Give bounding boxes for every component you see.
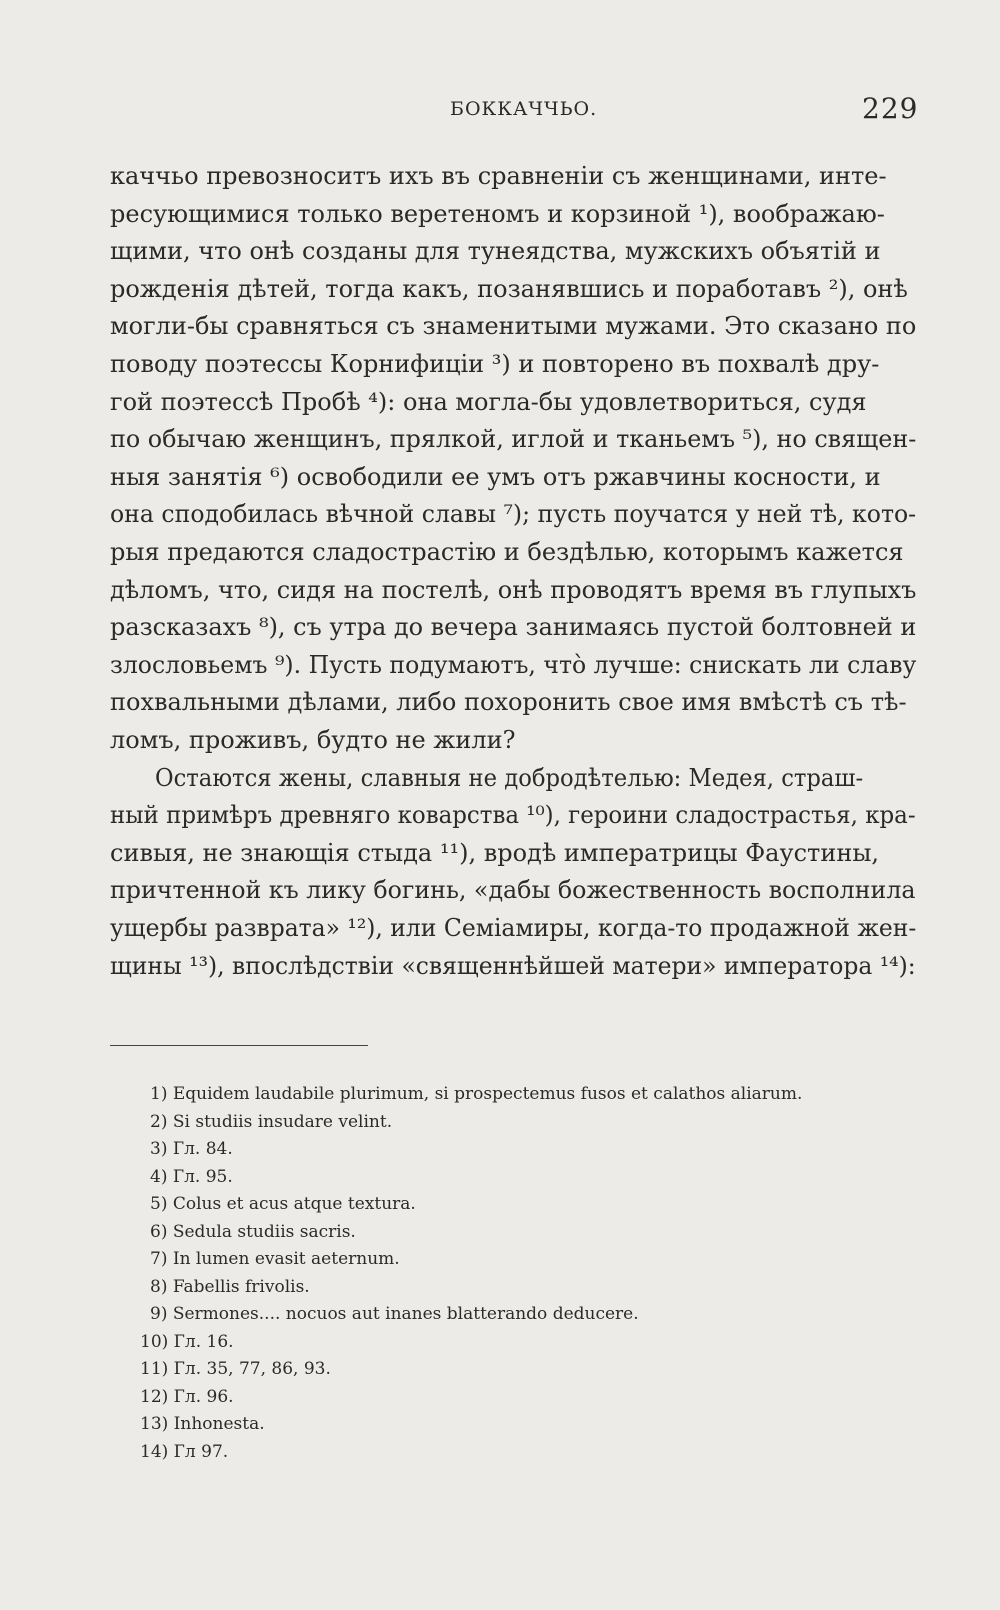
body-line: могли-бы сравняться съ знаменитыми мужами. Это сказано по [110, 312, 917, 341]
running-header: БОККАЧЧЬО. [450, 98, 598, 120]
footnote: 10) Гл. 16. [140, 1331, 234, 1352]
footnote: 1) Equidem laudabile plurimum, si prospectemus fusos et calathos aliarum. [150, 1084, 803, 1104]
footnote-separator [110, 1045, 368, 1046]
page-number: 229 [862, 92, 919, 125]
footnote: 2) Si studiis insudare velint. [150, 1111, 393, 1132]
footnote: 13) Inhonesta. [140, 1414, 265, 1434]
body-line: Остаются жены, славныя не добродѣтелью: Медея, страш- [155, 763, 864, 792]
body-line: ущербы разврата» ¹²), или Семiамиры, когда-то продажной жен- [110, 914, 917, 942]
body-line: дѣломъ, что, сидя на постелѣ, онѣ проводятъ время въ глупыхъ [110, 575, 917, 604]
body-line: причтенной къ лику богинь, «дабы божественность восполнила [110, 876, 916, 905]
body-line: рожденiя дѣтей, тогда какъ, позанявшись и поработавъ ²), онѣ [110, 274, 908, 303]
body-line: ресующимися только веретеномъ и корзиной ¹), воображаю- [110, 199, 885, 228]
footnote: 14) Гл 97. [140, 1441, 229, 1462]
body-line: похвальными дѣлами, либо похоронить свое имя вмѣстѣ съ тѣ- [110, 688, 907, 717]
body-line: ный примѣръ древняго коварства ¹⁰), героини сладострастья, кра- [110, 801, 916, 830]
body-line: ныя занятiя ⁶) освободили ее умъ отъ ржавчины косности, и [110, 462, 881, 491]
body-line: каччьо превозноситъ ихъ въ сравненiи съ женщинами, инте- [110, 162, 887, 190]
footnote: 12) Гл. 96. [140, 1386, 234, 1407]
body-line: щими, что онѣ созданы для тунеядства, мужскихъ объятiй и [110, 237, 881, 266]
footnote: 8) Fabellis frivolis. [150, 1276, 310, 1297]
body-line: разсказахъ ⁸), съ утра до вечера занимаясь пустой болтовней и [110, 613, 917, 642]
footnote: 5) Colus et acus atque textura. [150, 1194, 416, 1214]
body-line: щины ¹³), впослѣдствiи «священнѣйшей матери» императора ¹⁴): [110, 951, 916, 980]
body-line: по обычаю женщинъ, прялкой, иглой и тканьемъ ⁵), но священ- [110, 425, 917, 454]
body-line: ломъ, проживъ, будто не жили? [110, 726, 516, 754]
body-line: сивыя, не знающiя стыда ¹¹), вродѣ императрицы Фаустины, [110, 838, 880, 867]
body-line: рыя предаются сладострастiю и бездѣлью, которымъ кажется [110, 538, 904, 566]
body-line: гой поэтессѣ Пробѣ ⁴): она могла-бы удовлетвориться, судя [110, 387, 867, 416]
body-line: она сподобилась вѣчной славы ⁷); пусть поучатся у ней тѣ, кото- [110, 500, 917, 529]
footnote: 11) Гл. 35, 77, 86, 93. [140, 1359, 331, 1379]
body-line: злословьемъ ⁹). Пусть подумаютъ, что̀ лучше: снискать ли славу [110, 650, 917, 679]
body-line: поводу поэтессы Корнифицiи ³) и повторено въ похвалѣ дру- [110, 350, 880, 378]
footnote: 7) In lumen evasit aeternum. [150, 1249, 400, 1269]
footnote: 6) Sedula studiis sacris. [150, 1221, 356, 1242]
footnote: 9) Sermones.... nocuos aut inanes blatterando deducere. [150, 1304, 639, 1324]
footnote: 4) Гл. 95. [150, 1166, 233, 1187]
footnote: 3) Гл. 84. [150, 1139, 233, 1159]
